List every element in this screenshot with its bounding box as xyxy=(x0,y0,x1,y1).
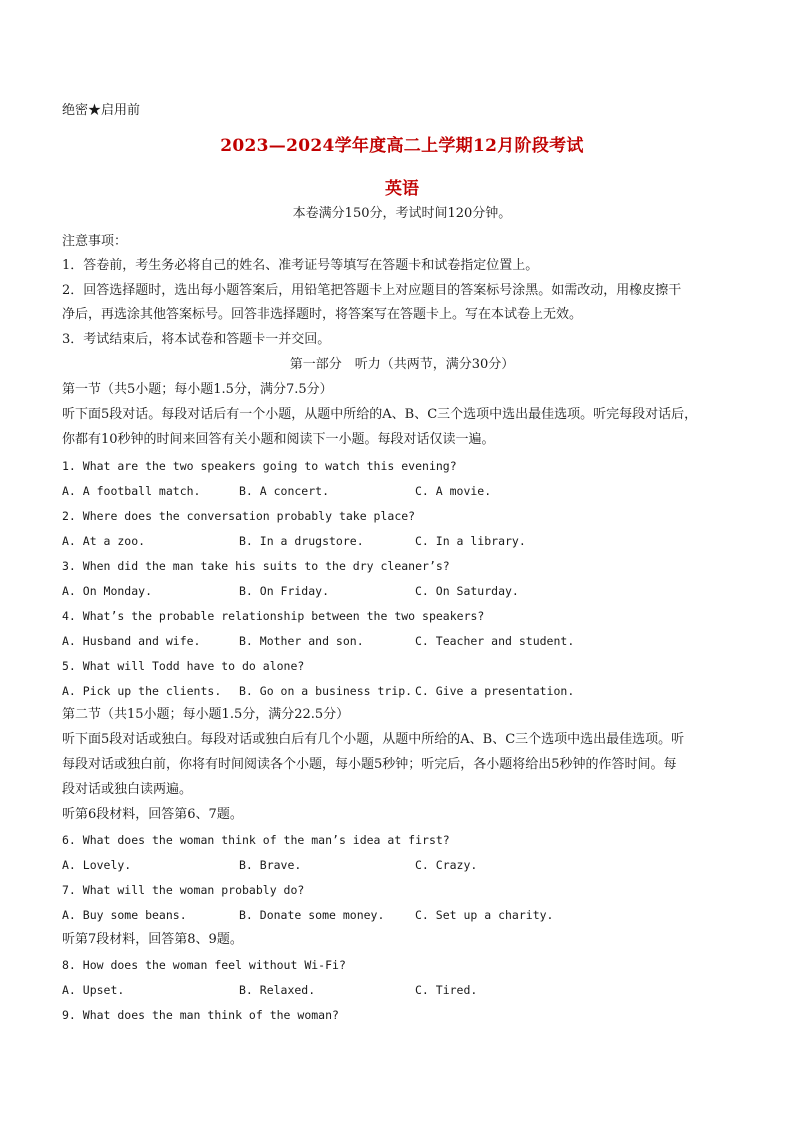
material-7-label: 听第7段材料，回答第8、9题。 xyxy=(62,932,243,947)
section2-instructions-cont: 每段对话或独白前，你将有时间阅读各个小题，每小题5秒钟；听完后，各小题将给出5秒钟的作答时间。每 xyxy=(62,757,677,772)
option-a: A. Buy some beans. xyxy=(62,908,187,922)
option-a: A. Pick up the clients. xyxy=(62,684,222,698)
section1-heading: 第一节（共5小题；每小题1.5分，满分7.5分） xyxy=(62,382,333,397)
option-a: A. On Monday. xyxy=(62,584,153,598)
option-c: C. Teacher and student. xyxy=(415,634,575,648)
question-4: 4. What’s the probable relationship between the two speakers? xyxy=(62,609,485,623)
question-7: 7. What will the woman probably do? xyxy=(62,883,305,897)
section1-instructions-cont: 你都有10秒钟的时间来回答有关小题和阅读下一小题。每段对话仅读一遍。 xyxy=(62,432,495,447)
notes-heading: 注意事项： xyxy=(62,234,128,249)
note-item-2-cont: 净后，再选涂其他答案标号。回答非选择题时，将答案写在答题卡上。写在本试卷上无效。 xyxy=(62,307,583,322)
option-b: B. Mother and son. xyxy=(239,634,364,648)
option-b: B. Relaxed. xyxy=(239,983,316,997)
section1-instructions: 听下面5段对话。每段对话后有一个小题，从题中所给的A、B、C三个选项中选出最佳选项。听完每段对话后， xyxy=(62,407,698,422)
option-c: C. In a library. xyxy=(415,534,526,548)
option-a: A. Husband and wife. xyxy=(62,634,201,648)
option-b: B. Go on a business trip. xyxy=(239,684,413,698)
material-6-label: 听第6段材料，回答第6、7题。 xyxy=(62,807,243,822)
option-a: A. Upset. xyxy=(62,983,125,997)
option-c: C. On Saturday. xyxy=(415,584,519,598)
secret-label: 绝密★启用前 xyxy=(62,103,141,118)
option-a: A. A football match. xyxy=(62,484,201,498)
option-c: C. A movie. xyxy=(415,484,492,498)
part1-heading: 第一部分 听力（共两节，满分30分） xyxy=(289,357,515,372)
option-c: C. Crazy. xyxy=(415,858,478,872)
question-8: 8. How does the woman feel without Wi-Fi? xyxy=(62,958,346,972)
note-item-1: 1．答卷前，考生务必将自己的姓名、准考证号等填写在答题卡和试卷指定位置上。 xyxy=(62,258,539,273)
option-b: B. Donate some money. xyxy=(239,908,385,922)
option-b: B. Brave. xyxy=(239,858,302,872)
question-1: 1. What are the two speakers going to watch this evening? xyxy=(62,459,457,473)
question-5: 5. What will Todd have to do alone? xyxy=(62,659,305,673)
note-item-3: 3．考试结束后，将本试卷和答题卡一并交回。 xyxy=(62,332,331,347)
option-b: B. On Friday. xyxy=(239,584,330,598)
note-item-2: 2．回答选择题时，选出每小题答案后，用铅笔把答题卡上对应题目的答案标号涂黑。如需改动，用橡皮擦干 xyxy=(62,283,682,298)
section2-heading: 第二节（共15小题；每小题1.5分，满分22.5分） xyxy=(62,707,350,722)
section2-instructions: 听下面5段对话或独白。每段对话或独白后有几个小题，从题中所给的A、B、C三个选项中选出最佳选项。听 xyxy=(62,732,685,747)
option-b: B. In a drugstore. xyxy=(239,534,364,548)
exam-title: 2023—2024学年度高二上学期12月阶段考试 xyxy=(220,136,584,156)
section2-instructions-end: 段对话或独白读两遍。 xyxy=(62,782,193,797)
question-6: 6. What does the woman think of the man’s idea at first? xyxy=(62,833,450,847)
question-3: 3. When did the man take his suits to the dry cleaner’s? xyxy=(62,559,450,573)
option-a: A. At a zoo. xyxy=(62,534,146,548)
option-c: C. Tired. xyxy=(415,983,478,997)
option-b: B. A concert. xyxy=(239,484,330,498)
subject-title: 英语 xyxy=(385,179,419,199)
question-9: 9. What does the man think of the woman? xyxy=(62,1008,339,1022)
option-a: A. Lovely. xyxy=(62,858,132,872)
option-c: C. Set up a charity. xyxy=(415,908,554,922)
question-2: 2. Where does the conversation probably take place? xyxy=(62,509,416,523)
exam-info: 本卷满分150分，考试时间120分钟。 xyxy=(292,206,512,221)
option-c: C. Give a presentation. xyxy=(415,684,575,698)
